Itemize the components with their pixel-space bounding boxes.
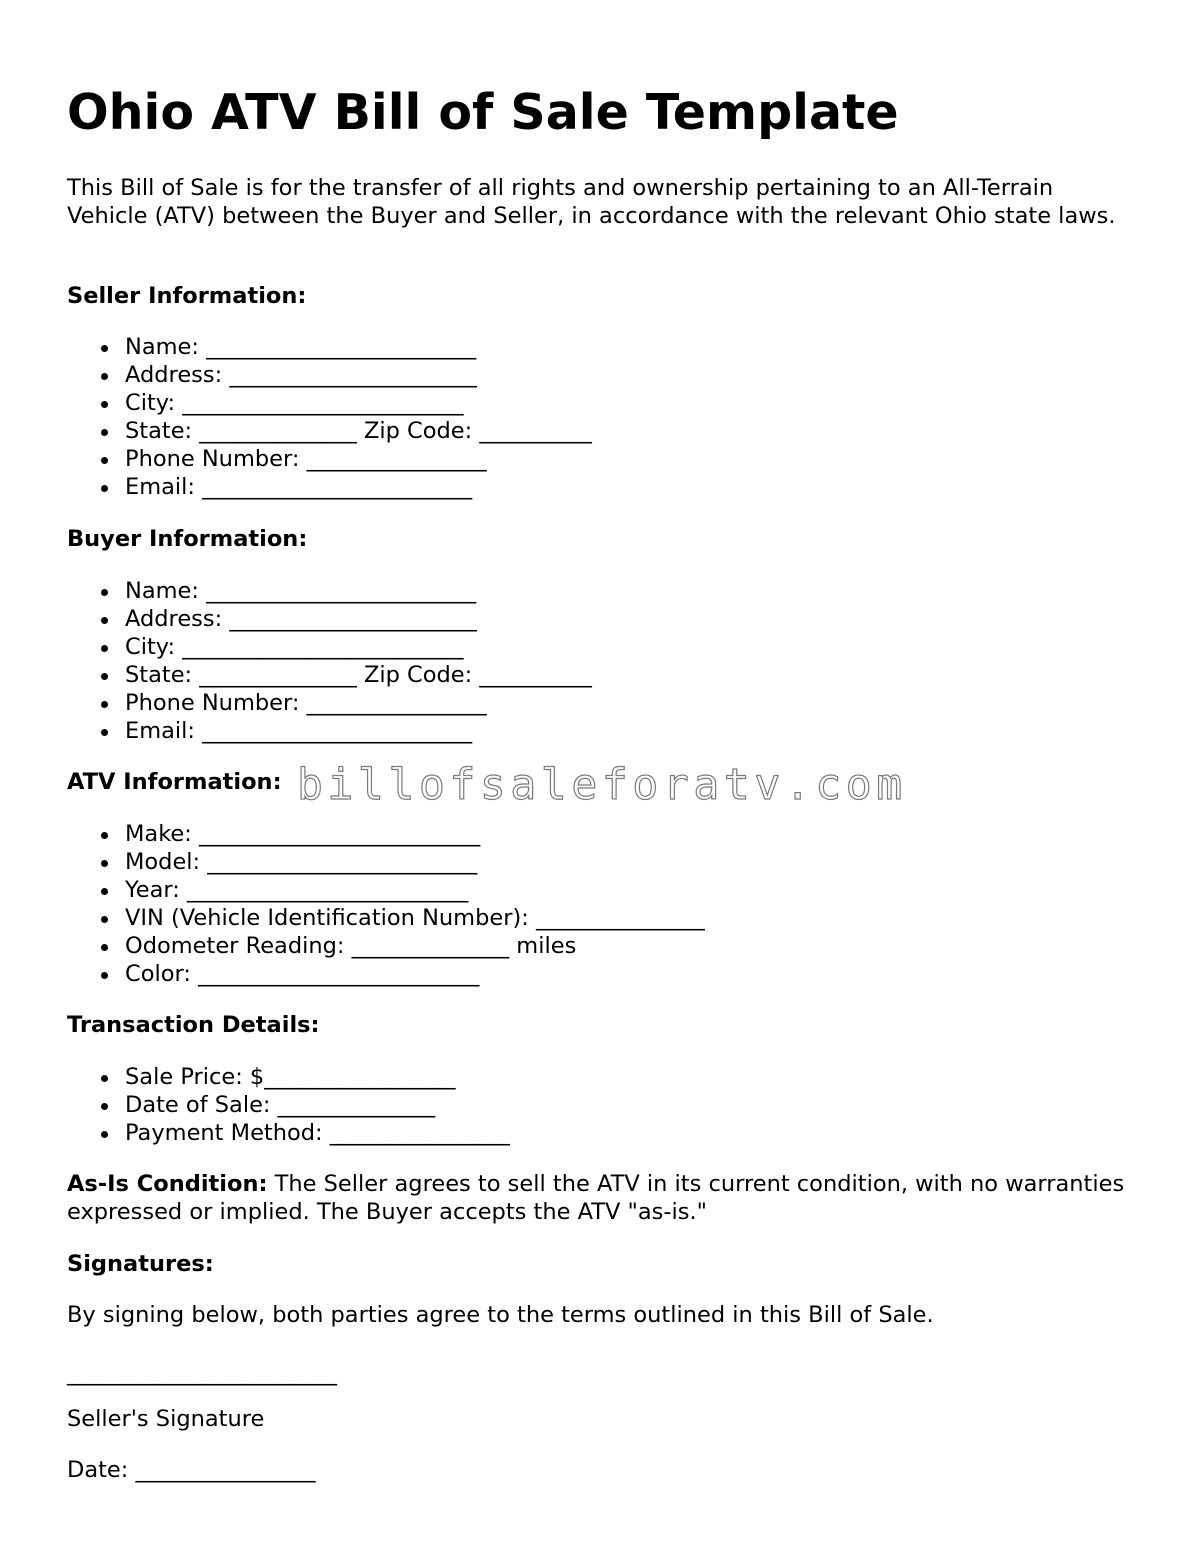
buyer-address-field[interactable]: Address: ______________________ [67, 605, 592, 633]
buyer-fields [67, 577, 592, 745]
buyer-name-field[interactable]: Name: ________________________ [67, 577, 592, 605]
atv-heading: ATV Information: [67, 769, 282, 795]
seller-city-field[interactable]: City: _________________________ [67, 389, 592, 417]
buyer-state-zip-field[interactable]: State: ______________ Zip Code: __________ [67, 661, 592, 689]
seller-signature-label: Seller's Signature [67, 1406, 265, 1432]
seller-date-field[interactable]: Date: ________________ [67, 1457, 316, 1483]
signatures-heading: Signatures: [67, 1251, 214, 1277]
buyer-city-field[interactable]: City: _________________________ [67, 633, 592, 661]
seller-phone-field[interactable]: Phone Number: ________________ [67, 445, 592, 473]
buyer-phone-field[interactable]: Phone Number: ________________ [67, 689, 592, 717]
as-is-text: The Seller agrees to sell the ATV in its current condition, with no warranties expressed or implied. The Buyer accepts the ATV "as-is." [67, 1171, 1125, 1225]
document-title: Ohio ATV Bill of Sale Template [67, 84, 899, 141]
payment-method-field[interactable]: Payment Method: ________________ [67, 1119, 510, 1147]
atv-color-field[interactable]: Color: _________________________ [67, 960, 705, 988]
as-is-label: As-Is Condition: [67, 1171, 268, 1197]
as-is-paragraph [67, 1170, 1127, 1226]
signatures-statement: By signing below, both parties agree to the terms outlined in this Bill of Sale. [67, 1302, 934, 1328]
atv-odometer-field[interactable]: Odometer Reading: ______________ miles [67, 932, 705, 960]
seller-fields [67, 333, 592, 501]
transaction-fields [67, 1063, 510, 1147]
sale-price-field[interactable]: Sale Price: $_________________ [67, 1063, 510, 1091]
atv-fields [67, 820, 705, 988]
seller-email-field[interactable]: Email: ________________________ [67, 473, 592, 501]
transaction-heading: Transaction Details: [67, 1012, 320, 1038]
buyer-heading: Buyer Information: [67, 526, 308, 552]
atv-vin-field[interactable]: VIN (Vehicle Identification Number): _______________ [67, 904, 705, 932]
seller-signature-line[interactable]: ________________________ [67, 1360, 337, 1386]
buyer-email-field[interactable]: Email: ________________________ [67, 717, 592, 745]
seller-name-field[interactable]: Name: ________________________ [67, 333, 592, 361]
atv-make-field[interactable]: Make: _________________________ [67, 820, 705, 848]
seller-heading: Seller Information: [67, 283, 307, 309]
watermark: billofsaleforatv.com [297, 760, 907, 810]
intro-paragraph: This Bill of Sale is for the transfer of all rights and ownership pertaining to an All-Terrain Vehicle (ATV) between the Buyer and Seller, in accordance with the relevant Ohio state laws. [67, 175, 1116, 229]
atv-year-field[interactable]: Year: _________________________ [67, 876, 705, 904]
seller-state-zip-field[interactable]: State: ______________ Zip Code: __________ [67, 417, 592, 445]
seller-address-field[interactable]: Address: ______________________ [67, 361, 592, 389]
sale-date-field[interactable]: Date of Sale: ______________ [67, 1091, 510, 1119]
atv-model-field[interactable]: Model: ________________________ [67, 848, 705, 876]
